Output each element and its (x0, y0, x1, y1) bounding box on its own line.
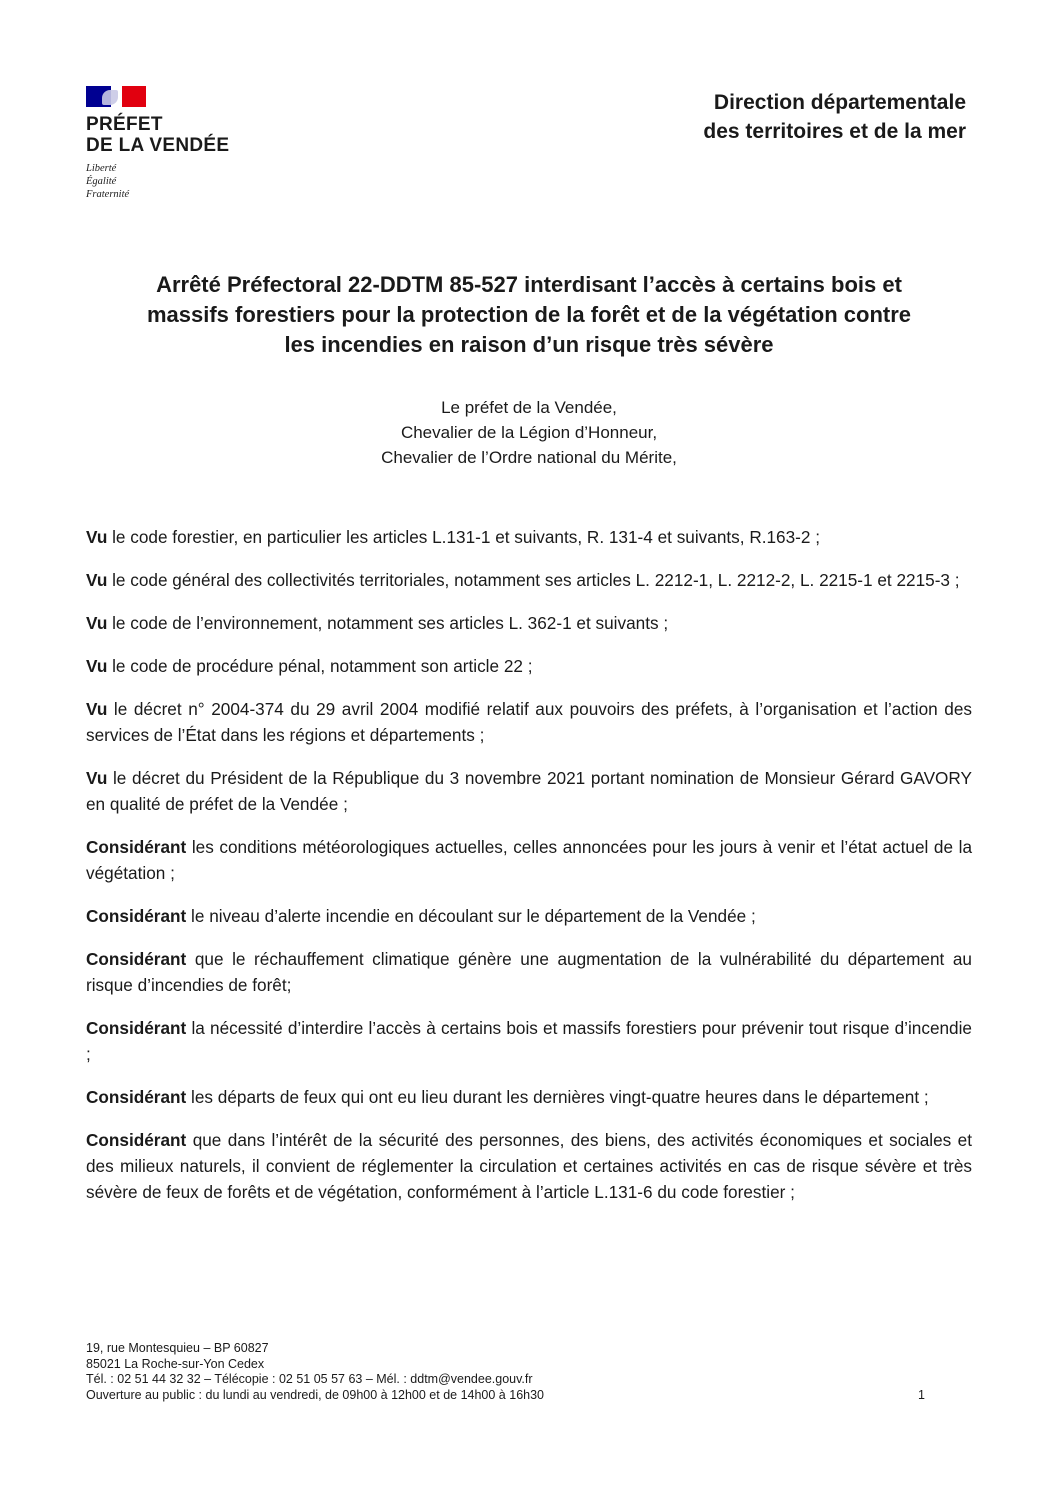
title-line-3: les incendies en raison d’un risque très sévère (284, 332, 774, 357)
prefect-line-2: Chevalier de la Légion d’Honneur, (400, 423, 658, 442)
recital-keyword: Considérant (86, 906, 187, 926)
recital-paragraph (86, 903, 972, 929)
recital-paragraph (86, 1015, 972, 1067)
recital-paragraph (86, 567, 972, 593)
prefecture-logo (86, 86, 229, 201)
title-line-2: massifs forestiers pour la protection de la forêt et de la végétation contre (146, 302, 912, 327)
decree-title (86, 270, 972, 360)
recital-paragraph (86, 946, 972, 998)
recital-keyword: Considérant (86, 837, 187, 857)
recital-paragraph (86, 696, 972, 748)
recital-text: les conditions météorologiques actuelles, celles annoncées pour les jours à venir et l’état actuel de la végétation ; (86, 837, 972, 883)
motto-fraternite: Fraternité (86, 189, 130, 200)
recital-text: le code forestier, en particulier les articles L.131-1 et suivants, R. 131-4 et suivants, R.163-2 ; (107, 527, 821, 547)
prefect-line-1: Le préfet de la Vendée, (441, 398, 617, 417)
recital-keyword: Considérant (86, 949, 187, 969)
recital-paragraph (86, 834, 972, 886)
prefect-titles (86, 395, 972, 470)
recital-paragraph (86, 765, 972, 817)
recital-text: le décret du Président de la République du 3 novembre 2021 portant nomination de Monsieur Gérard GAVORY en qualité de préfet de la Vendée ; (86, 768, 972, 814)
recital-paragraph (86, 1084, 972, 1110)
logo-title (86, 114, 229, 156)
recital-paragraph (86, 610, 972, 636)
direction-line-1: Direction départementale (713, 91, 966, 114)
prefect-line-3: Chevalier de l’Ordre national du Mérite, (381, 448, 677, 467)
recital-keyword: Vu (86, 768, 108, 788)
recital-keyword: Vu (86, 570, 108, 590)
title-line-1: Arrêté Préfectoral 22-DDTM 85-527 interdisant l’accès à certains bois et (156, 272, 902, 297)
recital-keyword: Vu (86, 656, 108, 676)
recital-text: le code de l’environnement, notamment ses articles L. 362-1 et suivants ; (107, 613, 669, 633)
page-footer (86, 1341, 544, 1403)
motto-liberte: Liberté (86, 163, 117, 174)
recital-paragraph (86, 524, 972, 550)
logo-line-vendee: DE LA VENDÉE (86, 135, 230, 156)
recital-keyword: Considérant (86, 1130, 187, 1150)
recital-text: que dans l’intérêt de la sécurité des personnes, des biens, des activités économiques et sociales et des milieux naturels, il convient de réglementer la circulation et certaines activités en cas de risque sévère et très sévère de feux de forêts et de végétation, conformément à l’article L.131-6 du code forestier ; (86, 1130, 972, 1202)
recital-text: que le réchauffement climatique génère une augmentation de la vulnérabilité du département au risque d’incendies de forêt; (86, 949, 972, 995)
decree-body (86, 524, 972, 1222)
recital-keyword: Vu (86, 699, 108, 719)
issuing-direction (703, 88, 966, 146)
recital-keyword: Considérant (86, 1018, 187, 1038)
motto-egalite: Égalité (86, 176, 117, 187)
recital-text: la nécessité d’interdire l’accès à certains bois et massifs forestiers pour prévenir tout risque d’incendie ; (86, 1018, 972, 1064)
recital-text: le décret n° 2004-374 du 29 avril 2004 modifié relatif aux pouvoirs des préfets, à l’organisation et l’action des services de l’État dans les régions et départements ; (86, 699, 972, 745)
recital-keyword: Vu (86, 613, 108, 633)
recital-keyword: Considérant (86, 1087, 187, 1107)
page-number: 1 (918, 1388, 925, 1402)
recital-text: le niveau d’alerte incendie en découlant sur le département de la Vendée ; (186, 906, 756, 926)
footer-contact: Tél. : 02 51 44 32 32 – Télécopie : 02 51 05 57 63 – Mél. : ddtm@vendee.gouv.fr (86, 1372, 533, 1386)
recital-paragraph (86, 1127, 972, 1205)
footer-opening-hours: Ouverture au public : du lundi au vendredi, de 09h00 à 12h00 et de 14h00 à 16h30 (86, 1387, 544, 1402)
logo-line-prefet: PRÉFET (86, 114, 163, 135)
recital-text: le code général des collectivités territoriales, notamment ses articles L. 2212-1, L. 2212-2, L. 2215-1 et 2215-3 ; (107, 570, 960, 590)
footer-address-city: 85021 La Roche-sur-Yon Cedex (86, 1356, 265, 1371)
recital-text: le code de procédure pénal, notamment son article 22 ; (107, 656, 533, 676)
flag-red-stripe (122, 86, 146, 107)
republic-motto (86, 162, 229, 201)
marianne-flag-icon (86, 86, 146, 107)
footer-address-street: 19, rue Montesquieu – BP 60827 (86, 1341, 269, 1355)
direction-line-2: des territoires et de la mer (703, 120, 966, 143)
recital-keyword: Vu (86, 527, 108, 547)
recital-text: les départs de feux qui ont eu lieu durant les dernières vingt-quatre heures dans le département ; (186, 1087, 929, 1107)
recital-paragraph (86, 653, 972, 679)
